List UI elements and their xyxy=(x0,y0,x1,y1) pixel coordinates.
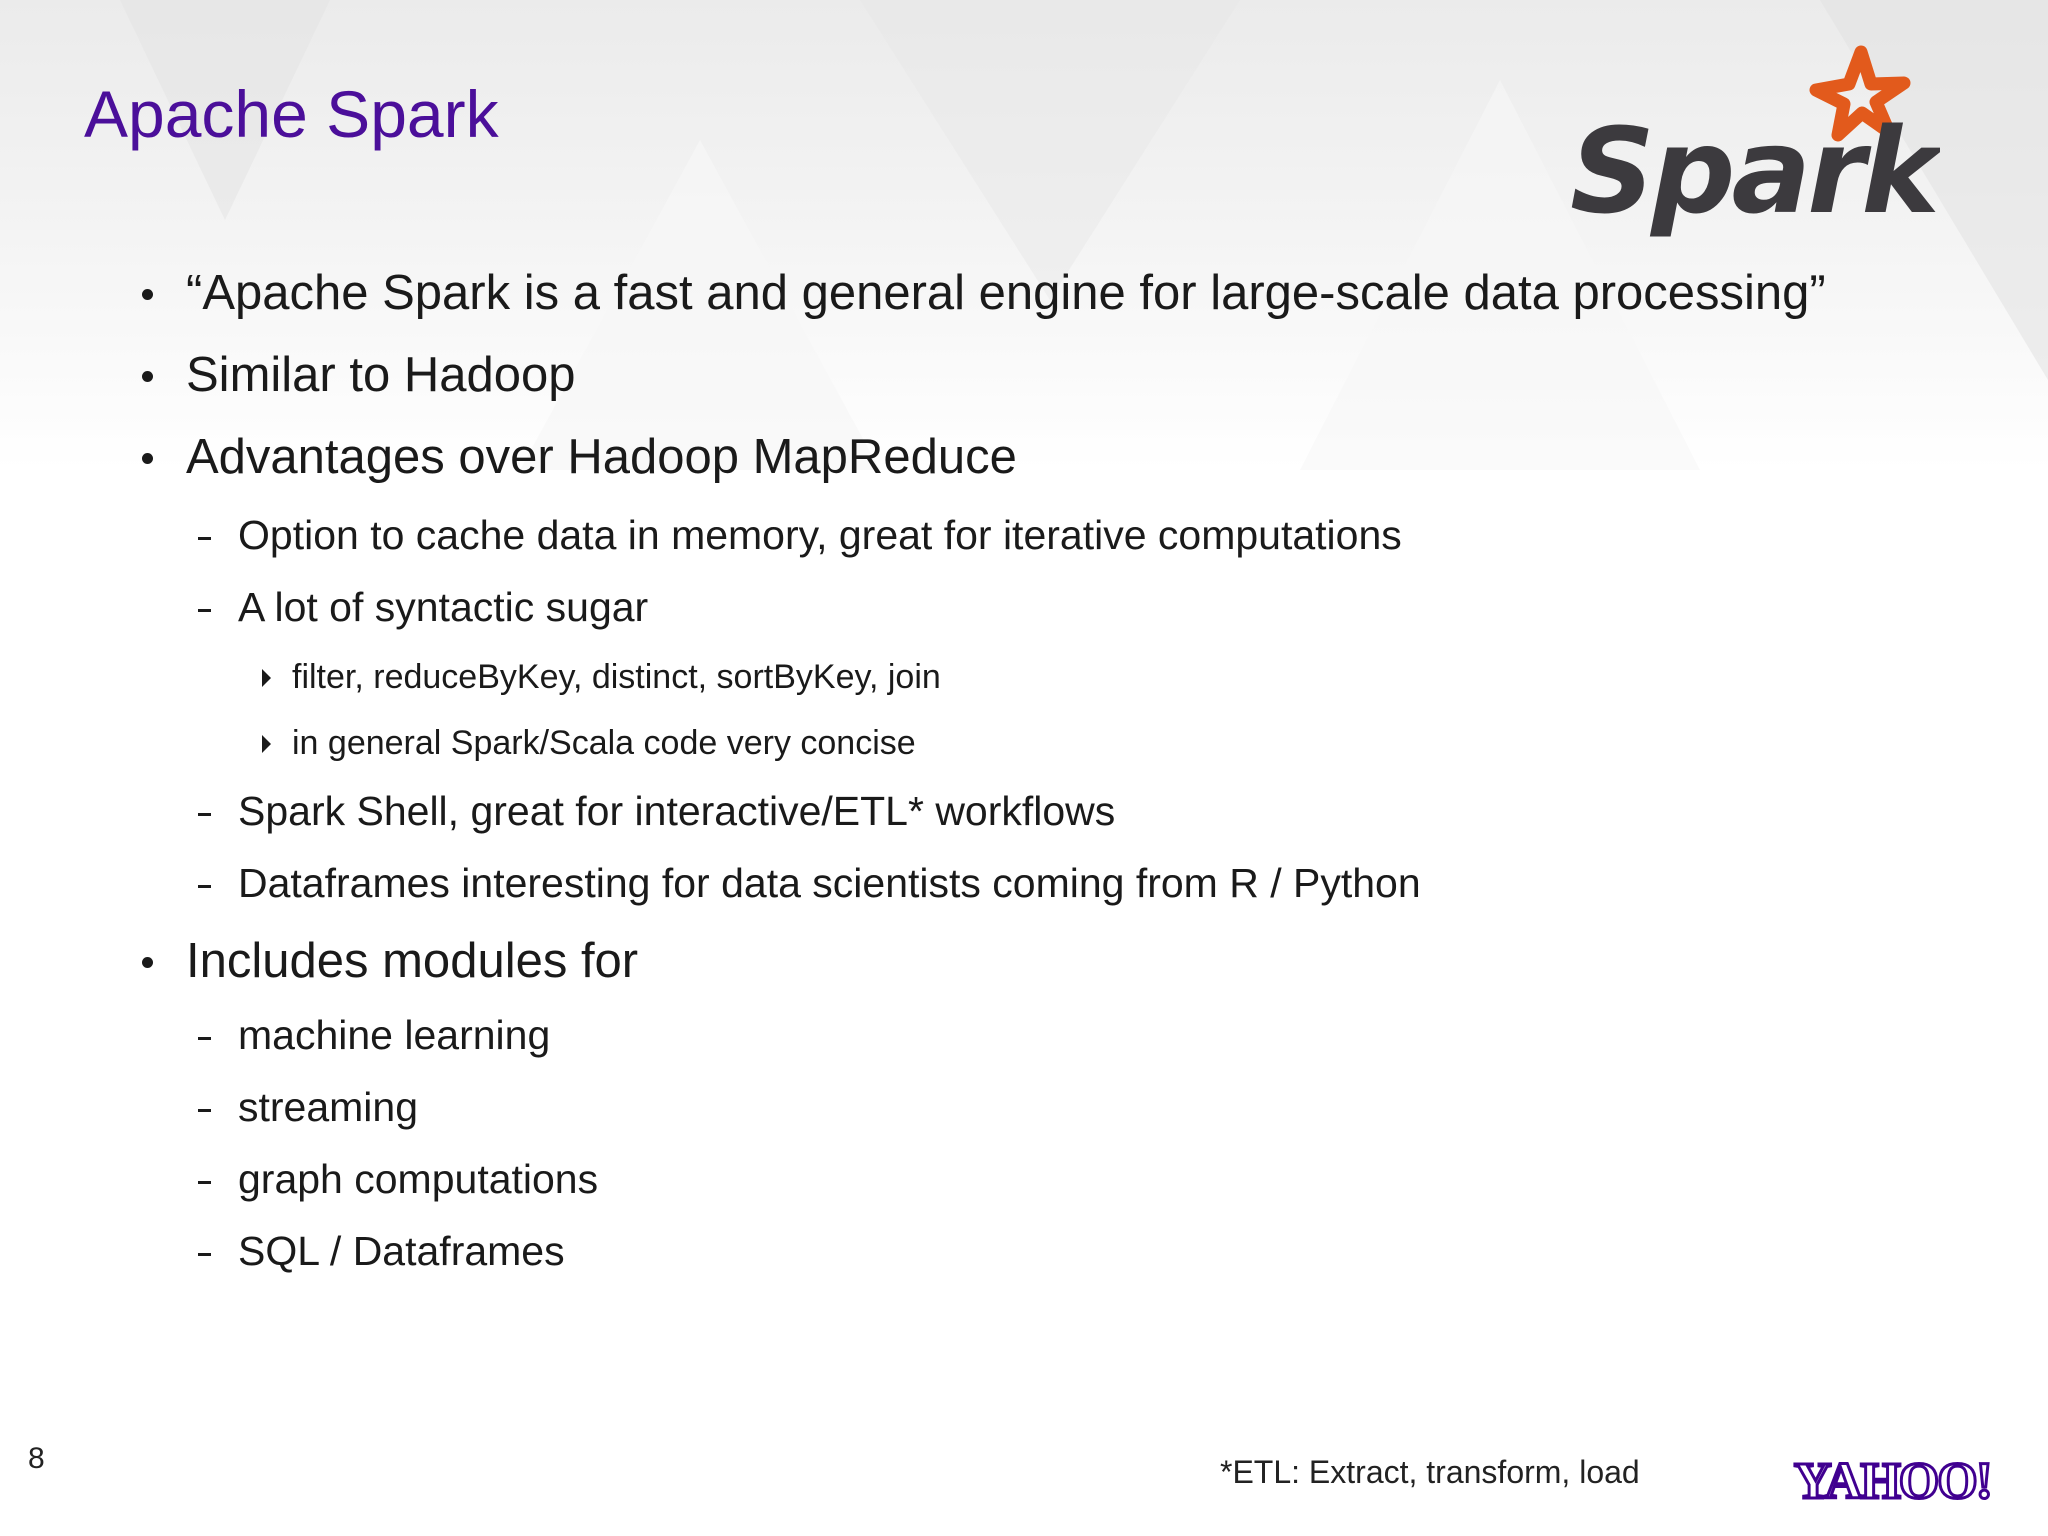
bullet-text: Similar to Hadoop xyxy=(186,348,576,402)
bullet-dash-icon xyxy=(198,813,211,816)
footnote: *ETL: Extract, transform, load xyxy=(1220,1454,1640,1490)
bullet-dash-icon xyxy=(198,537,211,540)
bullet-text: in general Spark/Scala code very concise xyxy=(292,724,916,762)
bullet-text: machine learning xyxy=(238,1012,551,1058)
bullet-item-level-2 xyxy=(0,860,2048,913)
bullet-text: Option to cache data in memory, great for iterative computations xyxy=(238,512,1402,558)
bullet-item-level-1 xyxy=(0,265,2048,329)
bullet-item-level-1 xyxy=(0,347,2048,411)
bullet-text: Dataframes interesting for data scientists coming from R / Python xyxy=(238,860,1421,906)
bullet-text: streaming xyxy=(238,1084,419,1130)
yahoo-logo xyxy=(1790,1448,2010,1508)
spark-logo-text: Spark xyxy=(1570,102,1936,240)
bullet-text: Advantages over Hadoop MapReduce xyxy=(186,430,1017,484)
bullet-item-level-3 xyxy=(0,658,2048,702)
bullet-triangle-icon xyxy=(262,735,271,753)
bullet-dot-icon xyxy=(142,371,153,382)
bullet-item-level-2 xyxy=(0,584,2048,637)
bullet-item-level-1 xyxy=(0,933,2048,997)
bullet-text: A lot of syntactic sugar xyxy=(238,584,649,630)
bullet-item-level-3 xyxy=(0,724,2048,768)
bullet-dash-icon xyxy=(198,609,211,612)
bullet-item-level-2 xyxy=(0,1012,2048,1065)
bullet-dash-icon xyxy=(198,1109,211,1112)
page-number: 8 xyxy=(28,1442,45,1475)
spark-logo xyxy=(1570,40,1940,240)
slide-title: Apache Spark xyxy=(84,77,499,151)
bullet-dot-icon xyxy=(142,289,153,300)
bullet-text: “Apache Spark is a fast and general engine for large-scale data processing” xyxy=(186,266,1826,320)
bullet-text: SQL / Dataframes xyxy=(238,1228,565,1274)
bullet-text: Spark Shell, great for interactive/ETL* workflows xyxy=(238,788,1116,834)
bullet-text: Includes modules for xyxy=(186,934,639,988)
bullet-text: filter, reduceByKey, distinct, sortByKey, join xyxy=(292,658,941,696)
bullet-dash-icon xyxy=(198,1253,211,1256)
bullet-item-level-2 xyxy=(0,1156,2048,1209)
bullet-item-level-2 xyxy=(0,512,2048,565)
yahoo-logo-text: YAHOO! xyxy=(1794,1453,1991,1508)
bullet-item-level-2 xyxy=(0,1084,2048,1137)
bullet-item-level-2 xyxy=(0,788,2048,841)
bullet-dash-icon xyxy=(198,1037,211,1040)
bullet-text: graph computations xyxy=(238,1156,599,1202)
bullet-dash-icon xyxy=(198,1181,211,1184)
bullet-triangle-icon xyxy=(262,669,271,687)
bullet-item-level-1 xyxy=(0,429,2048,493)
bullet-item-level-2 xyxy=(0,1228,2048,1281)
bullet-dash-icon xyxy=(198,885,211,888)
bullet-dot-icon xyxy=(142,453,153,464)
bullet-dot-icon xyxy=(142,957,153,968)
